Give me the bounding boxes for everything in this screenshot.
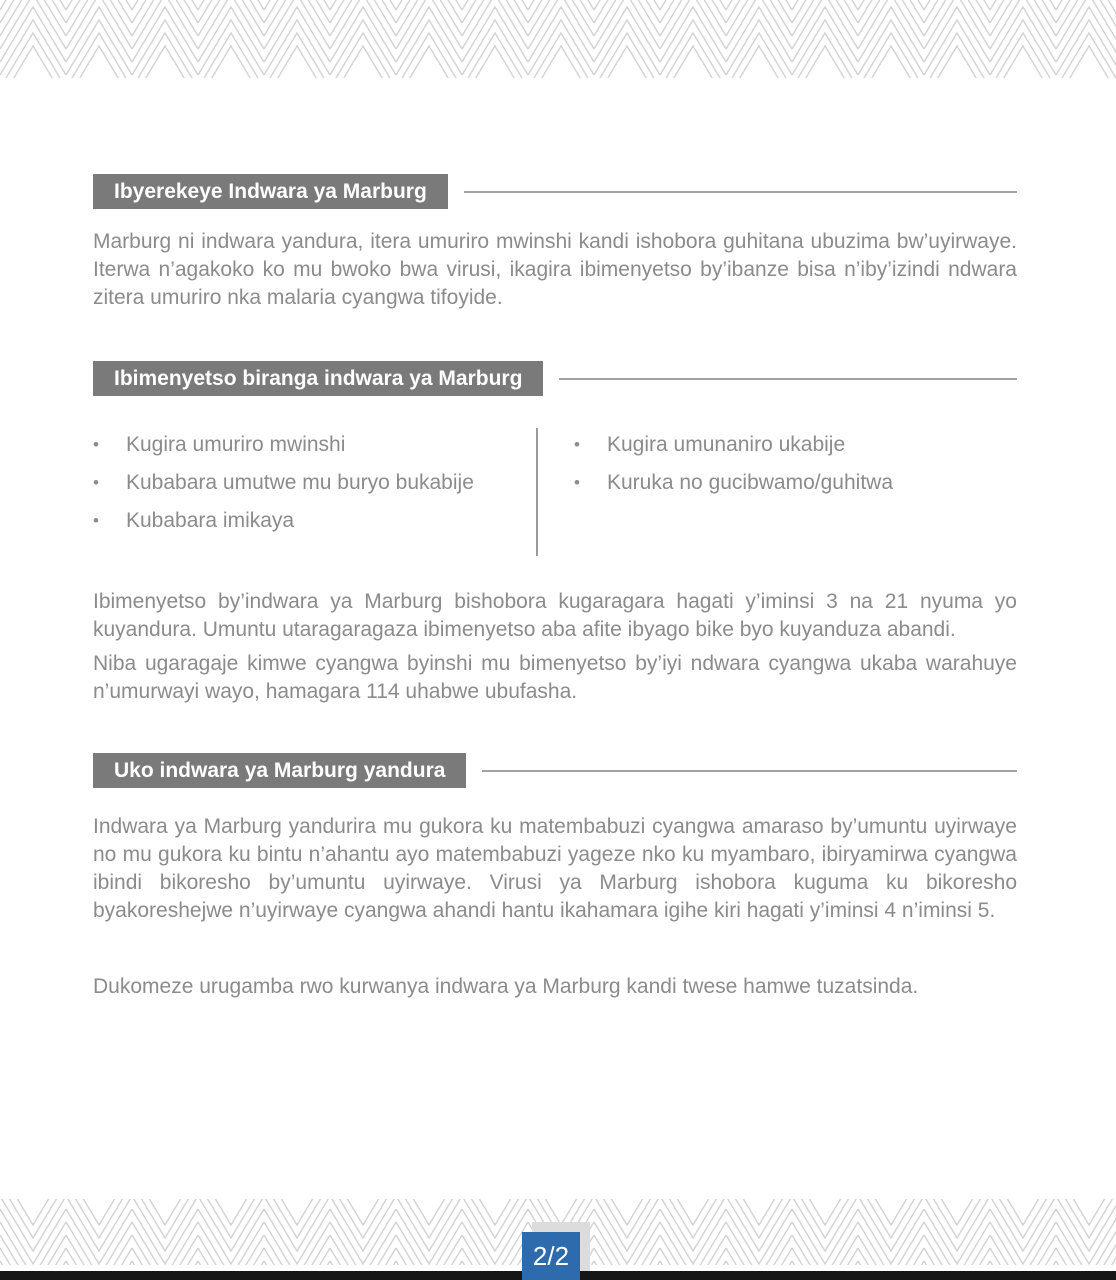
bullet-icon: •	[574, 473, 580, 492]
section-header-about	[93, 174, 1017, 209]
bullet-icon: •	[574, 435, 580, 454]
section-title-transmission: Uko indwara ya Marburg yandura	[93, 753, 466, 788]
bullet-icon: •	[93, 511, 99, 530]
bullet-text: Kuruka no gucibwamo/guhitwa	[607, 471, 894, 494]
paragraph-closing: Dukomeze urugamba rwo kurwanya indwara ya Marburg kandi twese hamwe tuzatsinda.	[93, 975, 919, 998]
bullet-text: Kugira umuriro mwinshi	[126, 433, 346, 456]
page-number-badge	[522, 1232, 580, 1280]
section-title-about: Ibyerekeye Indwara ya Marburg	[93, 174, 448, 209]
paragraph-call-114: Niba ugaragaje kimwe cyangwa byinshi mu bimenyetso by’iyi ndwara cyangwa ukaba warahuye n’umurwayi wayo, hamagara 114 uhabwe ubufasha.	[93, 652, 1017, 703]
bullet-text: Kugira umunaniro ukabije	[607, 433, 846, 456]
bullet-text: Kubabara umutwe mu buryo bukabije	[126, 471, 474, 494]
bullet-column-left	[93, 424, 536, 556]
list-item	[93, 469, 536, 497]
document-body	[93, 0, 1017, 1280]
bullet-text: Kubabara imikaya	[126, 509, 295, 532]
bullet-icon: •	[93, 435, 99, 454]
paragraph-transmission: Indwara ya Marburg yandurira mu gukora ku matembabuzi cyangwa amaraso by’umuntu uyirwaye no mu gukora ku bintu n’ahantu ayo matembabuzi yageze nko ku myambaro, ibiryamirwa cyangwa ibindi bikoresho by’umuntu uyirwaye. Virusi ya Marburg ishobora kuguma ku bikoresho byakoreshejwe n’uyirwaye cyangwa ahandi hantu ikahamara igihe kiri hagati y’iminsi 4 n’iminsi 5.	[93, 815, 1017, 922]
symptoms-bullet-lists	[93, 424, 1017, 556]
section-rule	[482, 770, 1017, 772]
list-item	[574, 431, 1017, 459]
list-item	[93, 507, 536, 535]
section-title-symptoms: Ibimenyetso biranga indwara ya Marburg	[93, 361, 543, 396]
list-item	[93, 431, 536, 459]
page-number-label: 2/2	[532, 1240, 570, 1271]
bullet-column-right	[538, 424, 1017, 556]
section-rule	[464, 191, 1017, 193]
paragraph-incubation: Ibimenyetso by’indwara ya Marburg bishobora kugaragara hagati y’iminsi 3 na 21 nyuma yo kuyandura. Umuntu utaragaragaza ibimenyetso aba afite ibyago bike byo kuyanduza abandi.	[93, 590, 1017, 641]
paragraph-about-marburg: Marburg ni indwara yandura, itera umuriro mwinshi kandi ishobora guhitana ubuzima bw’uyirwaye. Iterwa n’agakoko ko mu bwoko bwa virusi, ikagira ibimenyetso by’ibanze bisa n’iby’izindi ndwara zitera umuriro nka malaria cyangwa tifoyide.	[93, 230, 1017, 309]
section-header-transmission	[93, 753, 1017, 788]
bullet-icon: •	[93, 473, 99, 492]
section-rule	[559, 378, 1017, 380]
list-item	[574, 469, 1017, 497]
section-header-symptoms	[93, 361, 1017, 396]
